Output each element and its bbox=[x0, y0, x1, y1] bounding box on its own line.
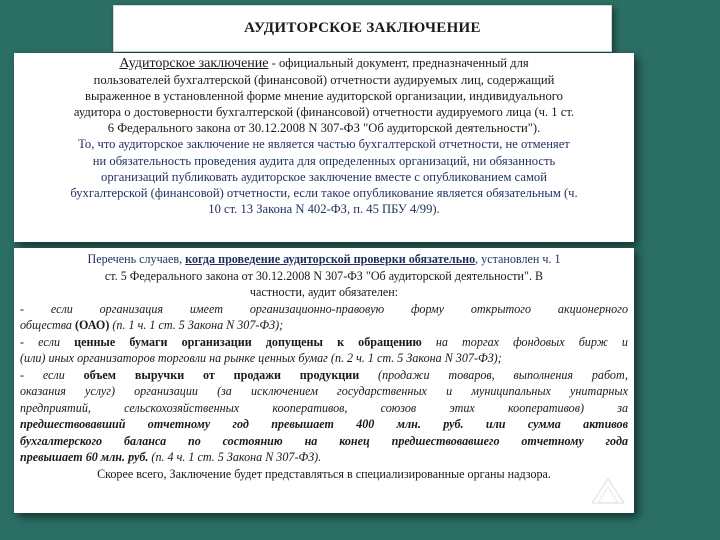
audit-line-3: частности, аудит обязателен: bbox=[249, 285, 399, 299]
audit-case-3-line-6: превышает 60 млн. руб. (п. 4 ч. 1 ст. 5 Закона N 307-ФЗ). bbox=[20, 450, 322, 464]
audit-case-1-line-2: общества (ОАО) (п. 1 ч. 1 ст. 5 Закона N 307-ФЗ); bbox=[20, 318, 284, 332]
audit-conclusion-line: Скорее всего, Заключение будет представляться в специализированные органы надзора. bbox=[97, 466, 551, 481]
audit-case-3-line-2: оказания услуг) организации (за исключением государственных и муниципальных унитарных bbox=[20, 384, 628, 398]
audit-line-1: Перечень случаев, когда проведение аудиторской проверки обязательно, установлен ч. 1 bbox=[87, 252, 561, 266]
publication-line-3: организаций публиковать аудиторское заключение вместе с опубликованием самой bbox=[101, 169, 547, 184]
definition-line-1: Аудиторское заключение - официальный документ, предназначенный для bbox=[119, 56, 529, 71]
term-heading: Аудиторское заключение bbox=[119, 56, 269, 71]
title-box bbox=[113, 5, 612, 52]
definition-card bbox=[14, 53, 634, 242]
definition-line-5: 6 Федерального закона от 30.12.2008 N 307-ФЗ "Об аудиторской деятельности"). bbox=[107, 121, 541, 136]
oao-emphasis: (ОАО) bbox=[74, 318, 110, 332]
securities-emphasis: ценные бумаги организации допущены к обращению bbox=[74, 334, 422, 349]
audit-case-2-line-2: (или) иных организаторов торговли на рынке ценных бумаг (п. 2 ч. 1 ст. 5 Закона N 307-ФЗ); bbox=[20, 351, 502, 365]
slide-title: АУДИТОРСКОЕ ЗАКЛЮЧЕНИЕ bbox=[244, 20, 481, 36]
audit-case-3-line-3: предприятий, сельскохозяйственных кооперативов, союзов этих кооперативов) за bbox=[20, 400, 628, 415]
definition-text bbox=[14, 55, 634, 217]
mandatory-audit-text bbox=[20, 251, 628, 482]
definition-line-4: аудитора о достоверности бухгалтерской (финансовой) отчетности аудируемого лица (ч. 1 ст. bbox=[73, 105, 575, 120]
definition-line-2: пользователей бухгалтерской (финансовой) отчетности аудируемых лиц, содержащий bbox=[93, 73, 555, 88]
audit-case-3-line-5: бухгалтерского баланса по состоянию на конец предшествовавшего отчетному года bbox=[20, 433, 628, 448]
corner-ornament-icon bbox=[588, 473, 628, 507]
publication-line-5: 10 ст. 13 Закона N 402-ФЗ, п. 45 ПБУ 4/99). bbox=[208, 201, 440, 216]
revenue-emphasis: объем выручки от продажи продукции bbox=[83, 367, 360, 382]
audit-case-2-line-1: - если ценные бумаги организации допущены к обращению на торгах фондовых бирж и bbox=[20, 334, 628, 349]
audit-case-3-line-1: - если объем выручки от продажи продукции (продажи товаров, выполнения работ, bbox=[20, 367, 629, 382]
definition-line-3: выраженное в установленной форме мнение аудиторской организации, индивидуального bbox=[85, 89, 563, 104]
audit-line-2: ст. 5 Федерального закона от 30.12.2008 N 307-ФЗ "Об аудиторской деятельности". В bbox=[104, 268, 544, 283]
publication-line-1: То, что аудиторское заключение не является частью бухгалтерской отчетности, не отменяет bbox=[78, 137, 570, 152]
audit-case-1-line-1: - если организация имеет организационно-правовую форму открытого акционерного bbox=[20, 301, 628, 316]
publication-line-2: ни обязательность проведения аудита для определенных организаций, ни обязанность bbox=[92, 153, 556, 168]
mandatory-audit-card bbox=[14, 248, 634, 513]
audit-case-3-line-4: предшествовавший отчетному год превышает 400 млн. руб. или сумма активов bbox=[20, 417, 628, 431]
mandatory-audit-emphasis: когда проведение аудиторской проверки обязательно bbox=[185, 252, 476, 266]
publication-line-4: бухгалтерской (финансовой) отчетности, если такое опубликование является обязательным (ч. bbox=[70, 185, 578, 200]
